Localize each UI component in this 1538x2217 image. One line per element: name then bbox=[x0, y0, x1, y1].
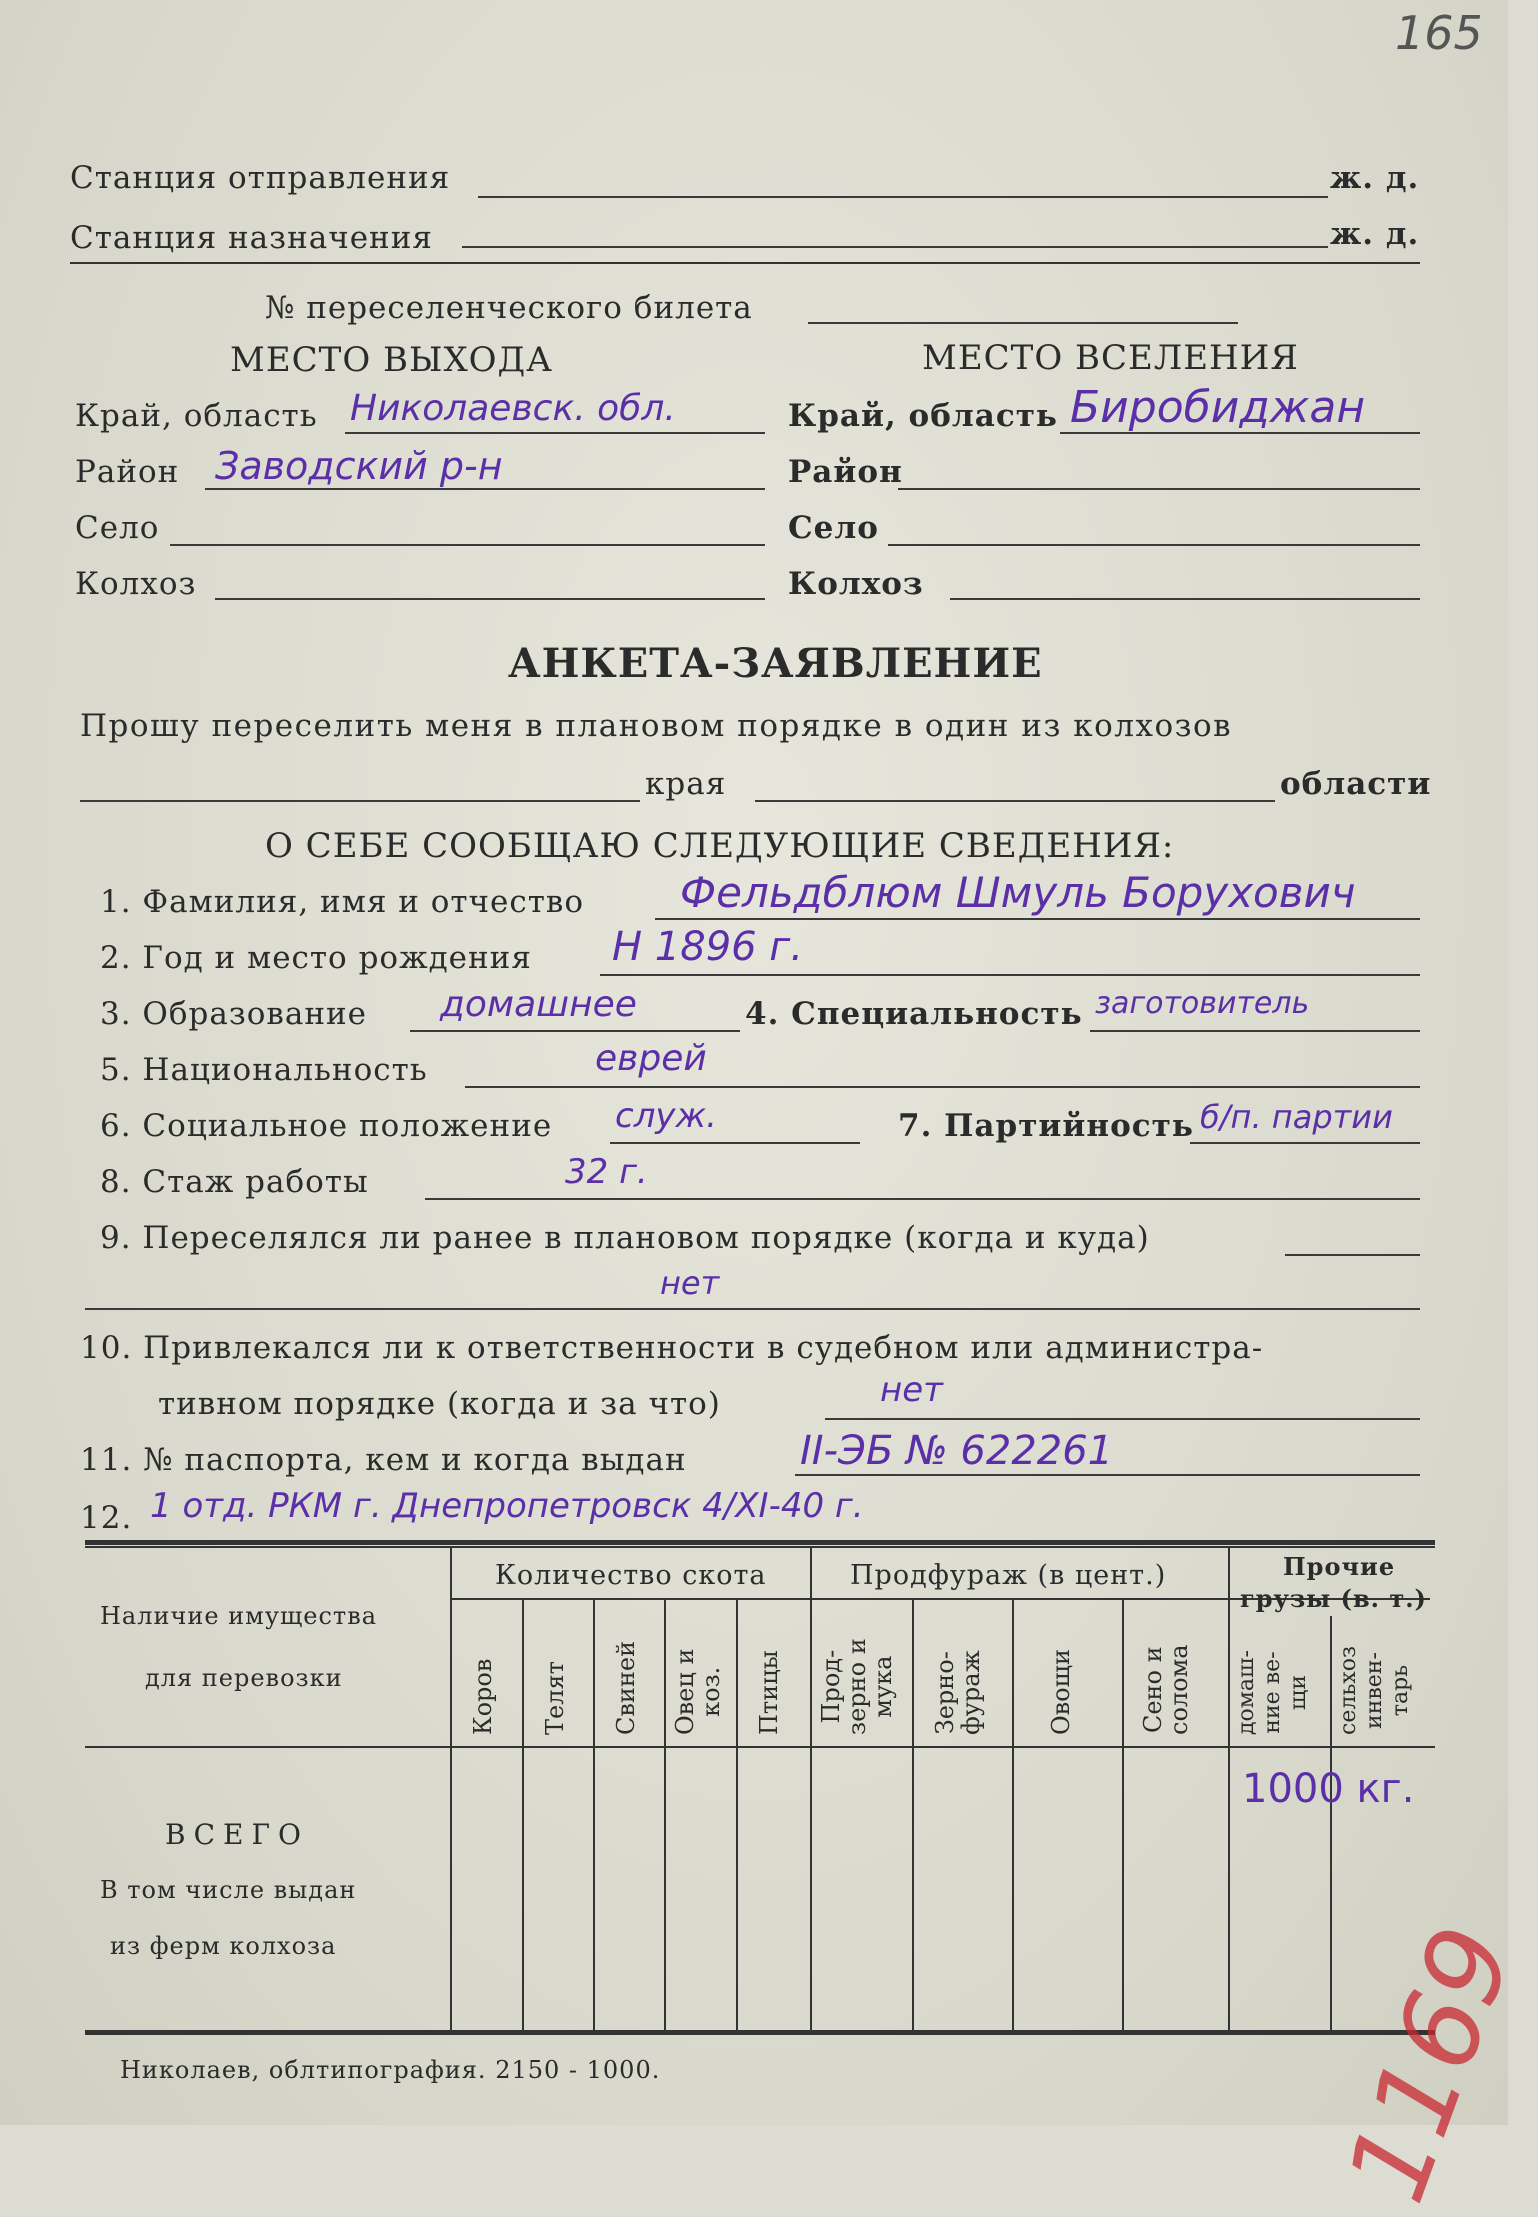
q1-value: Фельдблюм Шмуль Борухович bbox=[680, 868, 1356, 917]
exit-place-heading: МЕСТО ВЫХОДА bbox=[230, 340, 553, 380]
oblasti-label: области bbox=[1280, 766, 1432, 802]
table-vline-5 bbox=[810, 1546, 812, 2030]
q9-value: нет bbox=[660, 1264, 720, 1302]
q11-label: 11. № паспорта, кем и когда выдан bbox=[80, 1442, 687, 1478]
q12-prefix: 12. bbox=[80, 1500, 133, 1536]
departure-station-line bbox=[478, 196, 1328, 198]
col-cows: Коров bbox=[469, 1658, 497, 1735]
q7-line bbox=[1190, 1142, 1420, 1144]
table-vline-2 bbox=[593, 1598, 595, 2030]
q6-line bbox=[610, 1142, 860, 1144]
q7-value: б/п. партии bbox=[1200, 1098, 1393, 1136]
exit-kolkhoz-line bbox=[215, 598, 765, 600]
kraya-line bbox=[80, 800, 640, 802]
table-top-border bbox=[85, 1540, 1435, 1545]
q3-label: 3. Образование bbox=[100, 996, 368, 1032]
incl-label-2: из ферм колхоза bbox=[110, 1932, 337, 1960]
red-stamp-number: 1169 bbox=[1321, 1910, 1538, 2217]
exit-village-line bbox=[170, 544, 765, 546]
q6-value: служ. bbox=[615, 1096, 717, 1136]
q3-value: домашнее bbox=[440, 984, 637, 1025]
exit-village-label: Село bbox=[75, 510, 160, 546]
table-vline-10 bbox=[1330, 1616, 1332, 2030]
q4-line bbox=[1090, 1030, 1420, 1032]
page-number: 165 bbox=[1395, 6, 1483, 60]
group-fodder: Продфураж (в цент.) bbox=[850, 1560, 1167, 1591]
q9-line-b bbox=[85, 1308, 1420, 1310]
settle-kolkhoz-line bbox=[950, 598, 1420, 600]
q7-label: 7. Партийность bbox=[898, 1108, 1194, 1144]
exit-region-value: Николаевск. обл. bbox=[350, 388, 676, 429]
q10-line bbox=[825, 1418, 1420, 1420]
settle-kolkhoz-label: Колхоз bbox=[788, 566, 924, 602]
table-bottom-border bbox=[85, 2030, 1435, 2035]
q10-label-b: тивном порядке (когда и за что) bbox=[158, 1386, 721, 1422]
q11-value: II-ЭБ № 622261 bbox=[800, 1428, 1114, 1474]
table-vline-1 bbox=[522, 1598, 524, 2030]
col-sheep: Овец и коз. bbox=[671, 1648, 725, 1735]
col-forage: Зерно- фураж bbox=[931, 1650, 985, 1735]
col-hay: Сено и солома bbox=[1139, 1644, 1193, 1735]
q3-line bbox=[410, 1030, 740, 1032]
ticket-label: № переселенческого билета bbox=[265, 290, 753, 326]
settle-district-label: Район bbox=[788, 454, 903, 490]
railway-abbr-2: ж. д. bbox=[1330, 216, 1420, 252]
table-vline-8 bbox=[1122, 1598, 1124, 2030]
q9-line-a bbox=[1285, 1254, 1420, 1256]
total-label: ВСЕГО bbox=[165, 1818, 309, 1851]
departure-station-label: Станция отправления bbox=[70, 160, 451, 196]
destination-station-label: Станция назначения bbox=[70, 220, 433, 256]
col-farm: сельхоз инвен- тарь bbox=[1336, 1646, 1413, 1735]
q4-value: заготовитель bbox=[1095, 986, 1310, 1021]
oblasti-line bbox=[755, 800, 1275, 802]
table-top-border-inner bbox=[85, 1546, 1435, 1548]
exit-district-line bbox=[205, 488, 765, 490]
q8-line bbox=[425, 1198, 1420, 1200]
ticket-line bbox=[808, 322, 1238, 324]
q4-label: 4. Специальность bbox=[745, 996, 1083, 1032]
incl-label-1: В том числе выдан bbox=[100, 1876, 357, 1904]
col-home: домаш- ние ве- щи bbox=[1234, 1650, 1311, 1735]
table-vline-6 bbox=[912, 1598, 914, 2030]
col-grain: Прод- зерно и мука bbox=[817, 1638, 897, 1735]
q8-value: 32 г. bbox=[565, 1152, 648, 1192]
q5-value: еврей bbox=[595, 1038, 707, 1079]
group-other-1: Прочие bbox=[1283, 1552, 1396, 1581]
request-text: Прошу переселить меня в плановом порядке в один из колхозов bbox=[80, 708, 1233, 744]
q5-line bbox=[465, 1086, 1420, 1088]
col-veg: Овощи bbox=[1047, 1649, 1075, 1735]
q8-label: 8. Стаж работы bbox=[100, 1164, 369, 1200]
group-livestock: Количество скота bbox=[495, 1560, 767, 1591]
settle-region-value: Биробиджан bbox=[1070, 382, 1366, 433]
table-vline-9 bbox=[1228, 1546, 1230, 2030]
col-pigs: Свиней bbox=[612, 1640, 640, 1735]
destination-station-line bbox=[462, 246, 1328, 248]
table-vline-3 bbox=[664, 1598, 666, 2030]
col-birds: Птицы bbox=[755, 1650, 783, 1735]
q2-line bbox=[600, 974, 1420, 976]
property-label-1: Наличие имущества bbox=[100, 1602, 378, 1630]
settle-place-heading: МЕСТО ВСЕЛЕНИЯ bbox=[922, 338, 1299, 378]
q11-line bbox=[795, 1474, 1420, 1476]
property-label-2: для перевозки bbox=[145, 1664, 343, 1692]
settle-region-label: Край, область bbox=[788, 398, 1058, 434]
form-title: АНКЕТА-ЗАЯВЛЕНИЕ bbox=[508, 640, 1043, 687]
exit-region-line bbox=[345, 432, 765, 434]
group-other-2: грузы (в. т.) bbox=[1240, 1584, 1427, 1613]
q2-label: 2. Год и место рождения bbox=[100, 940, 532, 976]
table-header-bottom bbox=[85, 1746, 1435, 1748]
exit-kolkhoz-label: Колхоз bbox=[75, 566, 197, 602]
exit-district-value: Заводский р-н bbox=[215, 444, 503, 488]
q1-label: 1. Фамилия, имя и отчество bbox=[100, 884, 585, 920]
q12-value: 1 отд. РКМ г. Днепропетровск 4/XI-40 г. bbox=[150, 1486, 864, 1526]
railway-abbr-1: ж. д. bbox=[1330, 160, 1420, 196]
q10-label-a: 10. Привлекался ли к ответственности в судебном или администра- bbox=[80, 1330, 1264, 1366]
table-vline-4 bbox=[736, 1598, 738, 2030]
table-vline-0 bbox=[450, 1546, 452, 2030]
kraya-label: края bbox=[645, 766, 727, 802]
q6-label: 6. Социальное положение bbox=[100, 1108, 553, 1144]
home-goods-value: 1000 кг. bbox=[1242, 1766, 1415, 1812]
q9-label: 9. Переселялся ли ранее в плановом порядке (когда и куда) bbox=[100, 1220, 1150, 1256]
q10-value: нет bbox=[880, 1370, 943, 1410]
settle-district-line bbox=[898, 488, 1420, 490]
q1-line bbox=[655, 918, 1420, 920]
q2-value: Н 1896 г. bbox=[612, 924, 804, 970]
form-subtitle: О СЕБЕ СООБЩАЮ СЛЕДУЮЩИЕ СВЕДЕНИЯ: bbox=[265, 826, 1175, 866]
exit-district-label: Район bbox=[75, 454, 180, 490]
table-vline-7 bbox=[1012, 1598, 1014, 2030]
settle-village-label: Село bbox=[788, 510, 879, 546]
printer-footer: Николаев, облтипография. 2150 - 1000. bbox=[120, 2056, 661, 2084]
exit-region-label: Край, область bbox=[75, 398, 318, 434]
settle-village-line bbox=[888, 544, 1420, 546]
header-separator bbox=[70, 262, 1420, 264]
q5-label: 5. Национальность bbox=[100, 1052, 428, 1088]
col-calves: Телят bbox=[541, 1661, 569, 1735]
